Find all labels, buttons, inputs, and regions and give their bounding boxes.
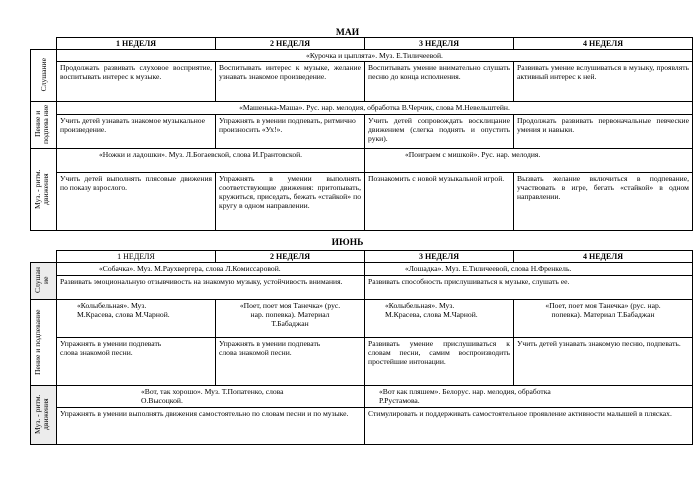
- may-rhythm-task-4: Вызвать желание включиться в подпевание, участвовать в игре, бегать «стайкой» в одном направлении.: [514, 173, 693, 231]
- may-title: МАИ: [335, 28, 360, 38]
- may-singing-task-3: Учить детей сопровождать восклицание движением (слегка поднять и опустить руки).: [365, 115, 514, 149]
- may-week-header-row: [31, 38, 693, 50]
- may-singing-song-row: [31, 102, 693, 115]
- june-singing-label-cell: [31, 300, 57, 386]
- june-singing-task-4: Учить детей узнавать знакомую песню, подпевать.: [514, 338, 693, 386]
- may-listening-task-3: Воспитывать умение внимательно слушать песню до конца исполнения.: [365, 62, 514, 102]
- june-listening-tasks-row: [31, 276, 693, 300]
- may-rhythm-label-cell: [31, 149, 57, 231]
- june-week-2-header: 2 НЕДЕЛЯ: [216, 251, 365, 263]
- june-week-header-row: [31, 251, 693, 263]
- may-listening-tasks-row: [31, 62, 693, 102]
- june-singing-songs-row: [31, 300, 693, 338]
- june-rhythm-label: Муз. - ритм. движения: [32, 394, 50, 434]
- june-week-4-header: 4 НЕДЕЛЯ: [514, 251, 693, 263]
- june-singing-task-2: Упражнять в умении подпевать слова знакомой песни.: [216, 338, 365, 386]
- may-listening-task-2: Воспитывать интерес к музыке, желание узнавать знакомое произведение.: [216, 62, 365, 102]
- june-rhythm-label-cell: [31, 386, 57, 445]
- june-singing-song-4: «Поет, поет моя Танечка» (рус. нар. попевка). Материал Т.Бабаджан: [514, 300, 693, 338]
- june-listening-task-2: Развивать способность прислушиваться к музыке, слушать ее.: [365, 276, 693, 300]
- may-listening-label: Слушание: [38, 57, 48, 92]
- may-week-3-header: 3 НЕДЕЛЯ: [365, 38, 514, 50]
- may-listening-task-4: Развивать умение вслушиваться в музыку, проявлять активный интерес к ней.: [514, 62, 693, 102]
- may-singing-task-1: Учить детей узнавать знакомое музыкальное произведение.: [57, 115, 216, 149]
- may-singing-label: Пение и подпева ние: [32, 104, 50, 144]
- may-singing-label-cell: [31, 102, 57, 149]
- june-rhythm-song-row: [31, 386, 693, 408]
- may-listening-label-cell: [31, 50, 57, 102]
- may-rhythm-song-row: [31, 149, 693, 173]
- june-singing-song-2: «Поет, поет моя Танечка» (рус. нар. попевка). Материал Т.Бабаджан: [216, 300, 365, 338]
- june-rhythm-song-1: «Вот, так хорошо». Муз. Т.Попатенко, слова О.Высоцкой.: [57, 386, 365, 408]
- june-singing-song-1: «Колыбельная». Муз. М.Красева, слова М.Чарной.: [57, 300, 216, 338]
- may-singing-tasks-row: [31, 115, 693, 149]
- may-listening-song: «Курочка и цыплята». Муз. Е.Тиличеевой.: [57, 50, 693, 62]
- june-listening-label: Слушан ие: [32, 267, 50, 293]
- june-rhythm-song-2: «Вот как пляшем». Белорус. нар. мелодия, обработка Р.Рустамова.: [365, 386, 693, 408]
- june-rhythm-task-1: Упражнять в умении выполнять движения самостоятельно по словам песни и по музыке.: [57, 407, 365, 444]
- may-week-4-header: 4 НЕДЕЛЯ: [514, 38, 693, 50]
- may-rhythm-task-3: Познакомить с новой музыкальной игрой.: [365, 173, 514, 231]
- june-listening-task-1: Развивать эмоциональную отзывчивость на знакомую музыку, устойчивость внимания.: [57, 276, 365, 300]
- june-rhythm-task-2: Стимулировать и поддерживать самостоятельное проявление активности малышей в плясках.: [365, 407, 693, 444]
- may-listening-song-row: [31, 50, 693, 62]
- june-week-3-header: 3 НЕДЕЛЯ: [365, 251, 514, 263]
- may-week-2-header: 2 НЕДЕЛЯ: [216, 38, 365, 50]
- may-rhythm-task-2: Упражнять в умении выполнять соответствующие движения: притопывать, кружиться, приседать, бежать «стайкой» по кругу в одном направлении.: [216, 173, 365, 231]
- may-singing-task-4: Продолжать развивать первоначальные певческие умения и навыки.: [514, 115, 693, 149]
- june-listening-song-2: «Лошадка». Муз. Е.Тиличеевой, слова Н.Френкель.: [365, 263, 693, 276]
- june-rhythm-tasks-row: [31, 407, 693, 444]
- june-singing-song-3: «Колыбельная». Муз. М.Красева, слова М.Чарной.: [365, 300, 514, 338]
- june-week-1-header: 1 НЕДЕЛЯ: [57, 251, 216, 263]
- june-title: ИЮНЬ: [331, 238, 364, 248]
- june-corner-cell: [31, 251, 57, 263]
- may-week-1-header: 1 НЕДЕЛЯ: [57, 38, 216, 50]
- may-rhythm-song-1: «Ножки и ладошки». Муз. Л.Богаевской, слова И.Грантовской.: [57, 149, 365, 173]
- june-plan-table: [30, 250, 693, 445]
- may-rhythm-song-2: «Поиграем с мишкой». Рус. нар. мелодия.: [365, 149, 693, 173]
- june-singing-task-1: Упражнять в умении подпевать слова знакомой песни.: [57, 338, 216, 386]
- june-listening-song-1: «Собачка». Муз. М.Раухвергера, слова Л.Комиссаровой.: [57, 263, 365, 276]
- may-rhythm-tasks-row: [31, 173, 693, 231]
- may-corner-cell: [31, 38, 57, 50]
- june-listening-song-row: [31, 263, 693, 276]
- june-listening-label-cell: [31, 263, 57, 300]
- june-singing-label: Пение и подпевание: [32, 308, 42, 375]
- may-rhythm-label: Муз. - ритм. движения: [32, 168, 50, 209]
- june-singing-task-3: Развивать умение прислушиваться к словам песни, самим воспроизводить простейшие интонации.: [365, 338, 514, 386]
- may-listening-task-1: Продолжать развивать слуховое восприятие, воспитывать интерес к музыке.: [57, 62, 216, 102]
- june-singing-tasks-row: [31, 338, 693, 386]
- may-plan-table: [30, 37, 693, 231]
- may-singing-song: «Машенька-Маша». Рус. нар. мелодия, обработка В.Черчик, слова М.Невельштейн.: [57, 102, 693, 115]
- may-rhythm-task-1: Учить детей выполнять плясовые движения по показу взрослого.: [57, 173, 216, 231]
- may-singing-task-2: Упражнять в умении подпевать, ритмично произносить «Ух!».: [216, 115, 365, 149]
